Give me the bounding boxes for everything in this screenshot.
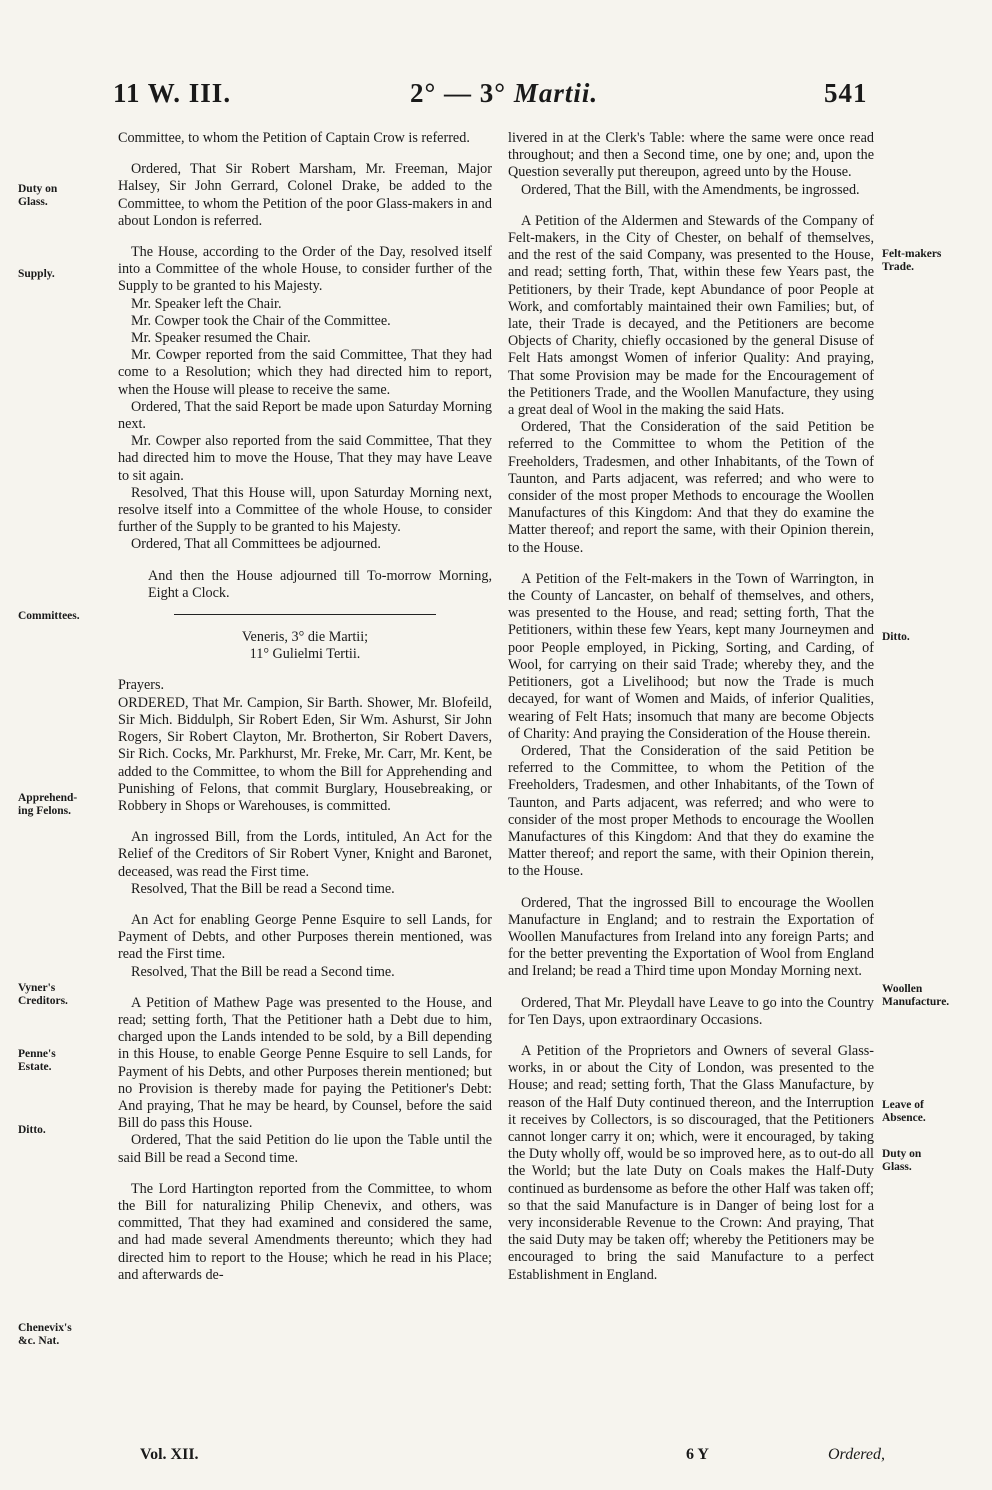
margin-note: Apprehend- ing Felons. <box>18 792 78 817</box>
paragraph: Ordered, That Mr. Pleydall have Leave to go into the Country for Ten Days, upon extraordinary Occasions. <box>508 994 874 1028</box>
margin-note: Ditto. <box>18 1124 46 1136</box>
paragraph: Ordered, That the said Report be made upon Saturday Morning next. <box>118 398 492 433</box>
paragraph: Ordered, That the Consideration of the said Petition be referred to the Committee, to whom the Petition of the Freeholders, Tradesmen, and other Inhabitants, of the Town of Taunton, and Parts adjacent, was referred; and who were to consider of the most proper Methods to encourage the Woollen Manufactures of this Kingdom: And that they do examine the Matter thereof; and report the same, with their Opinion therein, to the House. <box>508 742 874 880</box>
paragraph: A Petition of the Aldermen and Stewards of the Company of Felt-makers, in the City of Chester, on behalf of themselves, and the rest of the said Company, was presented to the House, and read; setting forth, That, within these few Years past, the Petitioners, by their Trade, kept Abundance of poor People at Work, and comfortably maintained their own Families; but, of late, their Trade is decayed, and the Petitioners are become Objects of Charity, chiefly occasioned by the general Disuse of Felt Hats amongst Women of inferior Quality: And praying, That some Provision may be made for the Encouragement of the Petitioners Trade, and the Woollen Manufacture, they using a great deal of Wool in the making the said Hats. <box>508 212 874 419</box>
paragraph: Mr. Cowper reported from the said Committee, That they had come to a Resolution; which they had directed him to report, when the House will please to receive the same. <box>118 347 492 398</box>
paragraph: livered in at the Clerk's Table: where the same were once read throughout; and then a Second time, one by one; and, upon the Question severally put thereupon, agreed unto by the House. <box>508 130 874 181</box>
margin-note: Duty on Glass. <box>18 183 58 208</box>
rule-line <box>174 614 436 615</box>
paragraph: Ordered, That the ingrossed Bill to encourage the Woollen Manufacture in England; and to restrain the Exportation of Woollen Manufactures from Ireland into any foreign Parts; and for the better preventing the Exportation of Wool from England and Ireland; be read a Third time upon Monday Morning next. <box>508 894 874 980</box>
paragraph: The Lord Hartington reported from the Committee, to whom the Bill for naturalizing Philip Chenevix, and others, was committed, That they had examined and considered the same, and had made several Amendments thereunto; which they had directed him to report to the House; which he read in his Place; and afterwards de- <box>118 1180 492 1283</box>
paragraph: Resolved, That this House will, upon Saturday Morning next, resolve itself into a Committee of the whole House, to consider further of the Supply to be granted to his Majesty. <box>118 484 492 536</box>
margin-note: Penne's Estate. <box>18 1048 56 1073</box>
margin-note: Vyner's Creditors. <box>18 982 68 1007</box>
paragraph: Ordered, That the Bill, with the Amendments, be ingrossed. <box>521 181 860 198</box>
footer-signature: 6 Y <box>686 1446 709 1463</box>
footer-volume: Vol. XII. <box>140 1446 199 1463</box>
paragraph: A Petition of the Proprietors and Owners of several Glass-works, in or about the City of London, was presented to the House; and read; setting forth, That the Glass Manufacture, by reason of the Half Duty continued thereon, and the Interruption it receives by Collectors, is so discouraged, that the Petitioners cannot longer carry it on; which, were it encouraged, by taking the Duty wholly off, would be so improved here, as to out-do all the World; but the late Duty on Coals makes the Half-Duty continued as burdensome as before the other Half was taken off; so that the said Manufacture is in Danger of being lost for a very inconsiderable Revenue to the Crown: And praying, That the said Duty may be taken off; whereby the Petitioners may be encouraged to bring the said Manufacture to a perfect Establishment in England. <box>508 1042 874 1283</box>
paragraph: And then the House adjourned till To-morrow Morning, Eight a Clock. <box>148 567 492 601</box>
paragraph: The House, according to the Order of the Day, resolved itself into a Committee of the whole House, to consider further of the Supply to be granted to his Majesty. <box>118 244 492 295</box>
paragraph: Mr. Speaker left the Chair. <box>131 295 282 312</box>
running-head-left: 11 W. III. <box>113 78 232 108</box>
margin-note: Duty on Glass. <box>882 1148 922 1173</box>
paragraph: A Petition of the Felt-makers in the Town of Warrington, in the County of Lancaster, on behalf of themselves, and others, was presented to the House, and read; setting forth, That the Petitioners, within these few Years, kept many Journeymen and poor People employed, in Picking, Sorting, and Carding, of Wool, for carrying on their said Trade; whereby they, and the Petitioners, got a Livelihood; but now the Trade is much decayed, for want of Women and Maids, of inferior Qualities, wearing of Felt Hats; insomuch that many are become Objects of Charity: And praying the Consideration of the House therein. <box>508 570 874 742</box>
margin-note: Committees. <box>18 610 80 622</box>
paragraph: Ordered, That Sir Robert Marsham, Mr. Freeman, Major Halsey, Sir John Gerrard, Colonel Drake, be added to the Committee, to whom the Petition of the poor Glass-makers in and about London is referred. <box>118 161 492 229</box>
margin-note: Ditto. <box>882 631 910 643</box>
paragraph: An Act for enabling George Penne Esquire to sell Lands, for Payment of Debts, and other Purposes therein mentioned, was read the First time. <box>118 911 492 963</box>
right-column <box>508 130 874 1284</box>
paragraph: Ordered, That all Committees be adjourned. <box>131 536 381 553</box>
paragraph: Resolved, That the Bill be read a Second time. <box>131 963 395 980</box>
paragraph: ORDERED, That Mr. Campion, Sir Barth. Shower, Mr. Blofeild, Sir Mich. Biddulph, Sir Robert Eden, Sir Wm. Ashurst, Sir John Rogers, Sir Robert Clayton, Mr. Brotherton, Sir Robert Davers, Sir Rich. Cocks, Mr. Parkhurst, Mr. Freke, Mr. Carr, Mr. Kent, be added to the Committee, to whom the Bill for Apprehending and Punishing of Felons, that commit Burglary, Housebreaking, or Robbery in Shops or Warehouses, is committed. <box>118 694 492 814</box>
running-head-dates: 2° — 3° <box>410 78 507 108</box>
paragraph: An ingrossed Bill, from the Lords, intituled, An Act for the Relief of the Creditors of Sir Robert Vyner, Knight and Baronet, deceased, was read the First time. <box>118 829 492 880</box>
running-head-month: Martii. <box>513 78 599 108</box>
footer-catchword: Ordered, <box>828 1446 886 1463</box>
running-head-center <box>410 78 598 109</box>
margin-note: Woollen Manufacture. <box>882 983 950 1008</box>
paragraph: 11° Gulielmi Tertii. <box>249 646 361 663</box>
paragraph: Committee, to whom the Petition of Captain Crow is referred. <box>118 130 470 146</box>
paragraph: Resolved, That the Bill be read a Second time. <box>131 880 395 897</box>
paragraph: Mr. Cowper took the Chair of the Committee. <box>131 312 391 329</box>
margin-note: Chenevix's &c. Nat. <box>18 1322 72 1347</box>
paragraph: Mr. Cowper also reported from the said Committee, That they had directed him to move the House, That they may have Leave to sit again. <box>118 433 492 484</box>
left-column <box>118 130 492 1284</box>
paragraph: Ordered, That the Consideration of the said Petition be referred to the Committee to whom the Petition of the Freeholders, Tradesmen, and other Inhabitants, of the Town of Taunton, and Parts adjacent, was referred; and who were to consider of the most proper Methods to encourage the Woollen Manufactures of this Kingdom: And that they do examine the Matter thereof; and report the same, with their Opinion therein, to the House. <box>508 419 874 556</box>
paragraph: Prayers. <box>118 677 165 694</box>
margin-note: Supply. <box>18 268 55 280</box>
paragraph: Ordered, That the said Petition do lie upon the Table until the said Bill be read a Second time. <box>118 1132 492 1166</box>
margin-note: Felt-makers Trade. <box>882 248 942 273</box>
paragraph: A Petition of Mathew Page was presented to the House, and read; setting forth, That the Petitioner hath a Debt due to him, charged upon the Lands intended to be sold, by a Bill depending in this House, to enable George Penne Esquire to sell Lands, for Payment of his Debts, and other Purposes therein mentioned; but no Provision is thereby made for paying the Petitioner's Debt: And praying, That he may be heard, by Counsel, before the said Bill do pass this House. <box>118 994 492 1132</box>
margin-note: Leave of Absence. <box>882 1099 926 1124</box>
section-rule <box>118 614 492 615</box>
page-number: 541 <box>824 78 868 108</box>
paragraph: Veneris, 3° die Martii; <box>241 629 369 646</box>
paragraph: Mr. Speaker resumed the Chair. <box>131 330 311 347</box>
